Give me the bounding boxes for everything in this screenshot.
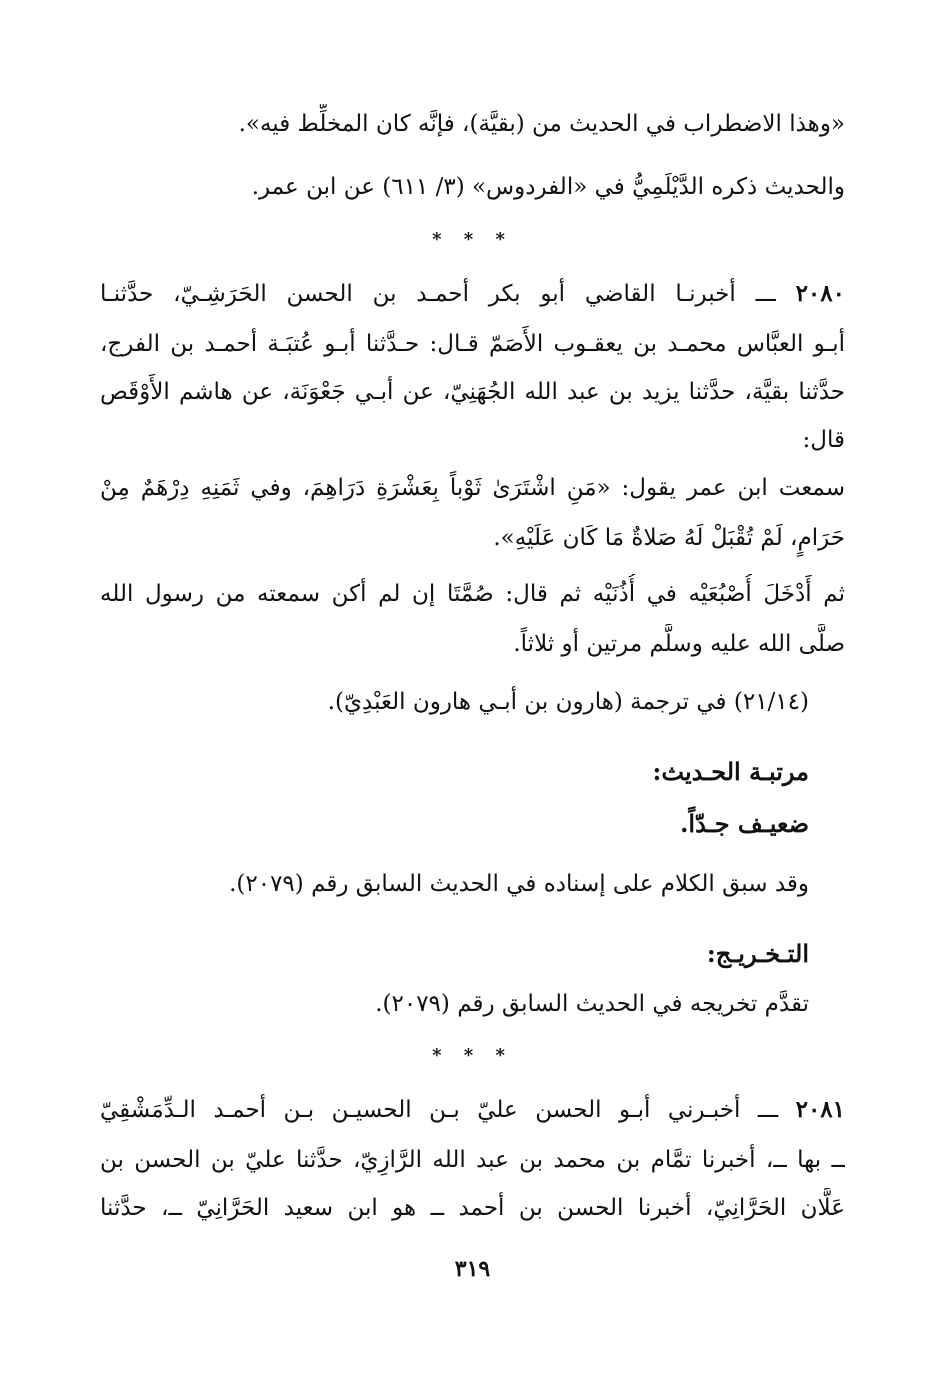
text-line: «وهذا الاضطراب في الحديث من (بقيَّة)، فإنَّه كان المخلِّط فيه». — [238, 111, 845, 137]
page-number: ٣١٩ — [454, 1256, 491, 1282]
hadith-2081-line-1 — [100, 1090, 845, 1130]
takhrij-heading: التـخـريـج: — [706, 939, 809, 968]
hadith-dash: ـــ — [755, 281, 776, 307]
section-separator: * * * — [432, 229, 513, 250]
text-fragment: أخبـرني أبـو الحسن عليّ بـن الحسيـن بـن أحمـد الـدِّمَشْقِيّ — [100, 1097, 741, 1123]
takhrij-text: تقدَّم تخريجه في الحديث السابق رقم (٢٠٧٩). — [375, 991, 809, 1017]
quote-line: حَرَامٍ، لَمْ تُقْبَلْ لَهُ صَلاةٌ مَا كَان عَلَيْهِ». — [493, 525, 845, 551]
source-reference: (٢١/١٤) في ترجمة (هارون بن أبـي هارون العَبْدِيّ). — [327, 689, 809, 715]
grading-verdict: ضعيـف جـدّاً. — [680, 809, 809, 838]
text-line: حدَّثنا بقيَّة، حدَّثنا يزيد بن عبد الله الجُهَنِيّ، عن أبـي جَعْوَنَة، عن هاشم الأَوْقَص — [100, 379, 845, 405]
grading-note: وقد سبق الكلام على إسناده في الحديث السابق رقم (٢٠٧٩). — [229, 871, 809, 897]
text-line: أبـو العبَّاس محمـد بن يعقـوب الأَصَمّ قـال: حـدَّثنا أبـو عُتبَـة أحمـد بن الفرج، — [100, 331, 845, 357]
grading-heading: مرتبـة الحـديث: — [652, 757, 809, 786]
text-fragment: أخبرنـا القاضي أبو بكر أحمـد بن الحسن الحَرَشِـيّ، حدَّثنـا — [100, 281, 736, 307]
hadith-number: ٢٠٨٠ — [795, 280, 845, 307]
text-line: ــ بها ــ، أخبرنا تمَّام بن محمد بن عبد الله الرَّازِيّ، حدَّثنا عليّ بن الحسن بن — [100, 1147, 845, 1173]
text-line: عَلَّان الحَرَّانِيّ، أخبرنا الحسن بن أحمد ــ هو ابن سعيد الحَرَّانِيّ ــ، حدَّثنا — [100, 1195, 845, 1221]
hadith-dash: ـــ — [757, 1097, 779, 1123]
section-separator: * * * — [432, 1045, 513, 1066]
quote-line: سمعت ابن عمر يقول: «مَنِ اشْتَرَىٰ ثَوْباً بِعَشْرَةِ دَرَاهِمَ، وفي ثَمَنِهِ دِرْهَمٌ مِنْ — [100, 475, 845, 501]
hadith-number: ٢٠٨١ — [795, 1096, 845, 1123]
text-line: صلَّى الله عليه وسلَّم مرتين أو ثلاثاً. — [513, 631, 845, 657]
text-line: قال: — [802, 427, 845, 453]
text-line: ثم أَدْخَلَ أُصْبُعَيْه في أُذُنَيْه ثم قال: صُمَّتَا إن لم أكن سمعته من رسول الله — [100, 581, 845, 607]
hadith-2080-line-1 — [100, 274, 845, 314]
text-line: والحديث ذكره الدَّيْلَمِيُّ في «الفردوس» (٣/ ٦١١) عن ابن عمر. — [251, 174, 845, 200]
